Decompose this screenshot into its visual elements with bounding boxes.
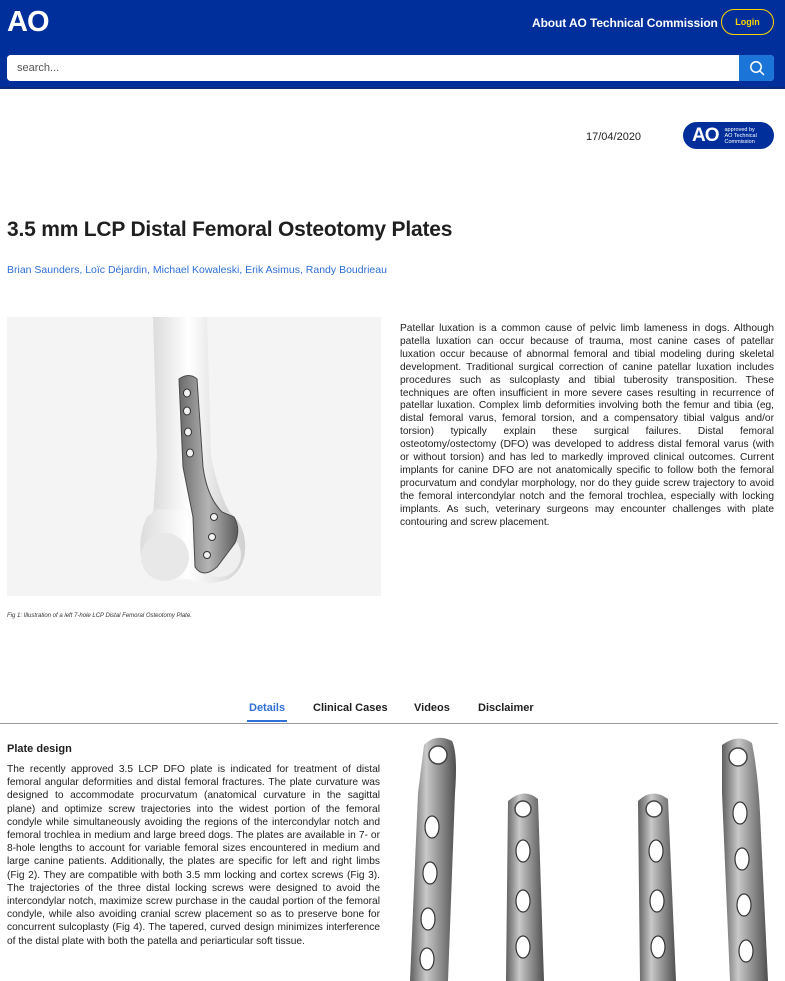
badge-logo: AO — [692, 124, 719, 146]
tab-videos[interactable]: Videos — [414, 702, 450, 714]
search-icon — [749, 60, 765, 76]
search-button[interactable] — [739, 55, 774, 81]
badge-line-2: AO Technical — [724, 132, 757, 139]
tab-details[interactable]: Details — [249, 702, 286, 714]
search-bar — [7, 55, 774, 81]
figure-femur-plate — [7, 317, 381, 596]
badge-line-1: approved by — [724, 126, 755, 133]
intro-paragraph: Patellar luxation is a common cause of pelvic limb lameness in dogs. Although patella luxation can occur because of trauma, most canine cases of patellar luxation occur because of abnormal femoral and tibial modeling during skeletal development. Traditional surgical correction of canine patellar luxation includes procedures such as sulcoplasty and tibial tuberosity transposition. These techniques are often insufficient in more severe cases resulting in recurrence of patellar luxation. Complex limb deformities involving both the femur and tibia (eg, distal femoral varus, femoral torsion, and a compensatory tibial valgus and/or torsion) typically explain these surgical failures. Distal femoral osteotomy/ostectomy (DFO) was developed to address distal femoral varus (with or without torsion) and has led to markedly improved clinical outcomes. Current implants for canine DFO are not anatomically specific to follow both the femoral procurvatum and condylar morphology, nor do they guide screw trajectory to avoid the femoral intercondylar notch and the femoral trochlea, especially with locking implants. As such, veterinary surgeons may encounter challenges with plate contouring and screw placement. — [400, 323, 774, 528]
about-ao-technical-commission-link[interactable]: About AO Technical Commission — [532, 16, 718, 30]
site-header — [0, 0, 785, 89]
dfo-plates-illustration — [400, 733, 785, 981]
plate-design-paragraph: The recently approved 3.5 LCP DFO plate is indicated for treatment of distal femoral angular deformities and distal femoral fractures. The plate curvature was designed to accommodate procurvatum (anatomical curvature in the sagittal plane) and optimize screw trajectories into the widest portion of the femoral condyle while simultaneously avoiding the regions of the intercondylar notch and femoral trochlea in medium and large breed dogs. The plates are available in 7- or 8-hole lengths to account for variable femoral sizes encountered in medium and large canine patients. Additionally, the plates are specific for left and right limbs (Fig 2). They are compatible with both 3.5 mm locking and cortex screws (Fig 3). The trajectories of the three distal locking screws were designed to avoid the intercondylar notch, maximize screw purchase in the caudal portion of the femoral condyle, while also avoiding cranial screw placement so as to preserve bone for concurrent sulcoplasty (Fig 4). The tapered, curved design minimizes interference of the distal plate with both the patella and periarticular soft tissue. — [7, 764, 380, 947]
badge-line-3: Commission — [724, 138, 755, 145]
figure-1-caption: Fig 1: Illustration of a left 7-hole LCP Distal Femoral Osteotomy Plate. — [7, 613, 192, 619]
login-button[interactable]: Login — [721, 9, 774, 35]
publication-date: 17/04/2020 — [586, 131, 642, 143]
tab-disclaimer[interactable]: Disclaimer — [478, 702, 534, 714]
femur-plate-illustration — [7, 317, 381, 596]
plate-left-long — [410, 738, 456, 981]
content-tabs — [0, 700, 778, 724]
authors-list[interactable]: Brian Saunders, Loïc Déjardin, Michael Kowaleski, Erik Asimus, Randy Boudrieau — [7, 264, 387, 276]
badge-text — [725, 127, 757, 145]
ao-logo[interactable]: AO — [7, 6, 49, 38]
plate-left-short — [506, 793, 544, 981]
header-divider — [0, 87, 785, 89]
page-title: 3.5 mm LCP Distal Femoral Osteotomy Plates — [7, 218, 453, 241]
ao-approved-badge — [683, 122, 774, 149]
plate-right-long — [722, 738, 768, 981]
section-title-plate-design: Plate design — [7, 743, 72, 755]
tab-clinical-cases[interactable]: Clinical Cases — [313, 702, 388, 714]
search-input[interactable] — [7, 55, 738, 81]
figure-dfo-plates — [400, 733, 785, 981]
plate-right-short — [638, 793, 676, 981]
